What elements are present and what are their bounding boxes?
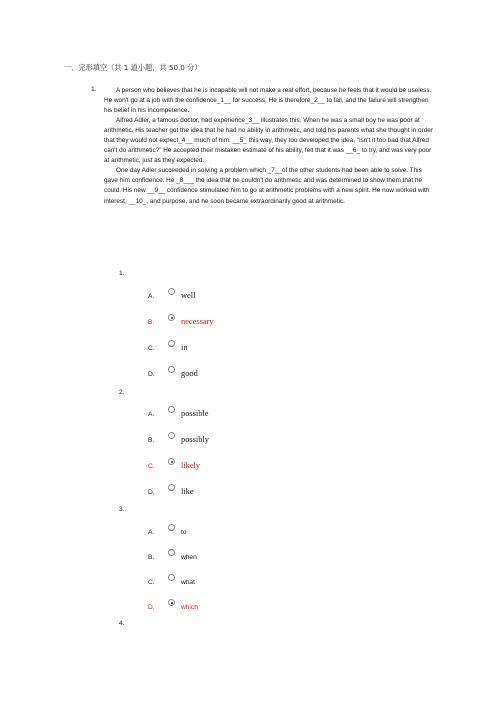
option-text: good bbox=[181, 369, 198, 378]
option-letter: B. bbox=[148, 554, 155, 561]
option-text: to bbox=[181, 529, 187, 536]
option-text: which bbox=[181, 604, 198, 611]
option-letter: C. bbox=[148, 579, 155, 586]
radio-button-icon[interactable] bbox=[168, 406, 175, 413]
option-text: possible bbox=[181, 409, 209, 418]
subquestion-number: 3. bbox=[119, 506, 125, 513]
option-letter: C. bbox=[148, 345, 155, 352]
radio-button-icon[interactable] bbox=[168, 432, 175, 439]
radio-button-icon[interactable] bbox=[168, 288, 175, 295]
passage bbox=[104, 86, 434, 207]
option-letter: D. bbox=[148, 371, 155, 378]
radio-button-selected-icon[interactable] bbox=[168, 314, 175, 321]
subquestion-number: 4. bbox=[119, 620, 125, 627]
option-text: likely bbox=[181, 461, 201, 470]
radio-button-icon[interactable] bbox=[168, 524, 175, 531]
subquestion-number: 1. bbox=[119, 270, 125, 277]
option-letter: B. bbox=[148, 319, 155, 326]
question-number: 1. bbox=[91, 86, 97, 93]
radio-button-icon[interactable] bbox=[168, 340, 175, 347]
passage-paragraph: Alfred Adler, a famous doctor, had experience_3__ illustrates this. When he was a small boy he was poor at arithmetic. His teacher got the idea that he had no ability in arithmetic, and told his parents what she thought in order that they would not expect_4__ much of him. __5_ this way, they too developed the idea, "isn't it too bad that Alfred can't do arithmetic?" He accepted their mistaken estimate of his ability, felt that it was __6_ to try, and was very poor at arithmetic, just as they expected. bbox=[104, 117, 433, 165]
option-letter: B. bbox=[148, 437, 155, 444]
option-letter: A. bbox=[148, 411, 155, 418]
option-text: like bbox=[181, 487, 194, 496]
radio-button-icon[interactable] bbox=[168, 366, 175, 373]
option-letter: A. bbox=[148, 529, 155, 536]
option-text: possibly bbox=[181, 435, 209, 444]
passage-paragraph: A person who believes that he is incapable will not make a real effort, because he feels that it would be useless. He won't go at a job with the confidence_1__ for success. He is therefore_2__ to fail, and the failure will strengthen his belief in his incompetence. bbox=[104, 87, 432, 115]
radio-button-icon[interactable] bbox=[168, 484, 175, 491]
option-text: what bbox=[181, 579, 195, 586]
radio-button-selected-icon[interactable] bbox=[168, 599, 175, 606]
option-text: necessary bbox=[181, 317, 214, 326]
radio-button-selected-icon[interactable] bbox=[168, 458, 175, 465]
option-letter: C. bbox=[148, 463, 155, 470]
option-text: when bbox=[181, 554, 197, 561]
option-text: in bbox=[181, 343, 188, 352]
option-letter: A. bbox=[148, 293, 155, 300]
radio-button-icon[interactable] bbox=[168, 574, 175, 581]
option-letter: D. bbox=[148, 489, 155, 496]
radio-button-icon[interactable] bbox=[168, 549, 175, 556]
passage-paragraph: One day Adler succeeded in solving a problem which _7__of the other students had been able to solve. This gave him confidence. He _8___ the idea that he couldn't do arithmetic and was determined to show them that he could. His new __9__ confidence stimulated him to go at arithmetic problems with a new spirit. He now worked with interest, __10_, and purpose, and he soon became extraordinarily good at arithmetic. bbox=[104, 167, 430, 205]
option-text: well bbox=[181, 291, 196, 300]
subquestion-number: 2. bbox=[119, 389, 125, 396]
option-letter: D. bbox=[148, 604, 155, 611]
section-title: 一、完形填空（共 1 道小题，共 50.0 分） bbox=[64, 63, 202, 72]
